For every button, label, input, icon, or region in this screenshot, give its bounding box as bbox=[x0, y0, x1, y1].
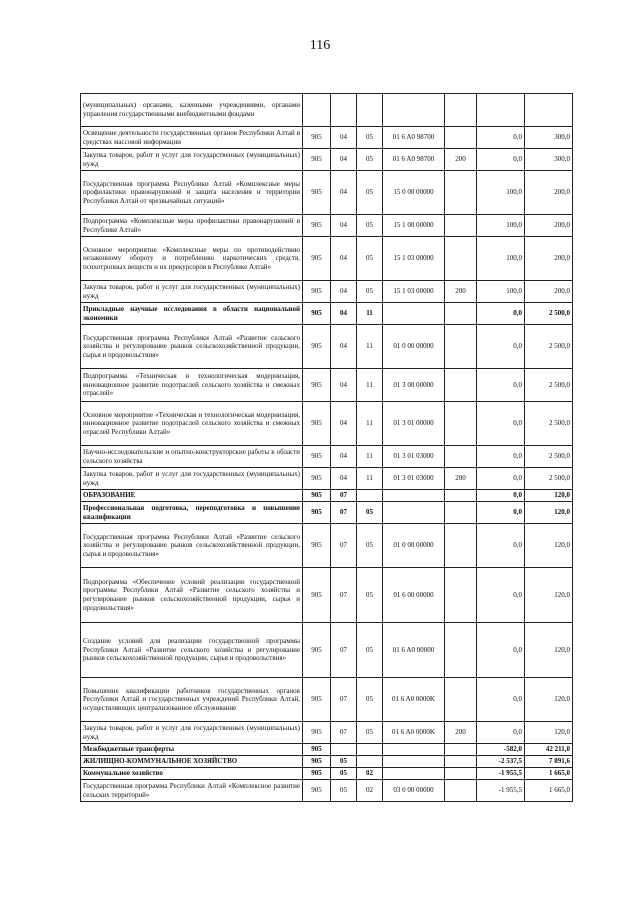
row-section: 07 bbox=[331, 722, 357, 744]
row-amount-change: 0,0 bbox=[477, 149, 525, 171]
row-amount-total: 2 500,0 bbox=[525, 468, 573, 490]
row-amount-change: 0,0 bbox=[477, 127, 525, 149]
row-section: 04 bbox=[331, 215, 357, 237]
row-section: 04 bbox=[331, 237, 357, 281]
row-subsection: 05 bbox=[357, 127, 383, 149]
row-expense-type bbox=[445, 446, 477, 468]
table-row bbox=[81, 237, 573, 281]
row-section: 07 bbox=[331, 524, 357, 568]
row-target-article: 01 3 01 00000 bbox=[383, 402, 445, 446]
row-amount-change: 0,0 bbox=[477, 303, 525, 325]
table-row bbox=[81, 446, 573, 468]
row-subsection: 05 bbox=[357, 281, 383, 303]
table-row bbox=[81, 524, 573, 568]
row-expense-type bbox=[445, 325, 477, 369]
row-expense-type: 200 bbox=[445, 149, 477, 171]
row-target-article: 01 6 A0 0000K bbox=[383, 722, 445, 744]
row-expense-type bbox=[445, 780, 477, 802]
table-row bbox=[81, 127, 573, 149]
row-name: Повышение квалификации работников государственных органов Республики Алтай и государственных учреждений Республики Алтай, осуществляющих централизованное обслуживание bbox=[81, 678, 303, 722]
row-amount-change: 100,0 bbox=[477, 237, 525, 281]
table-row bbox=[81, 768, 573, 780]
row-amount-total: 300,0 bbox=[525, 149, 573, 171]
row-admin-code: 905 bbox=[303, 446, 331, 468]
row-amount-change: 0,0 bbox=[477, 722, 525, 744]
row-amount-total: 120,0 bbox=[525, 490, 573, 502]
row-expense-type bbox=[445, 237, 477, 281]
row-section: 04 bbox=[331, 171, 357, 215]
row-admin-code: 905 bbox=[303, 768, 331, 780]
row-admin-code bbox=[303, 94, 331, 127]
row-admin-code: 905 bbox=[303, 678, 331, 722]
table-row bbox=[81, 678, 573, 722]
row-target-article: 01 3 01 03000 bbox=[383, 468, 445, 490]
row-section bbox=[331, 744, 357, 756]
row-subsection: 05 bbox=[357, 623, 383, 678]
row-admin-code: 905 bbox=[303, 780, 331, 802]
row-name: Государственная программа Республики Алтай «Комплексное развитие сельских территорий» bbox=[81, 780, 303, 802]
row-target-article: 01 0 00 00000 bbox=[383, 325, 445, 369]
row-subsection bbox=[357, 756, 383, 768]
table-row bbox=[81, 568, 573, 623]
row-amount-change: 0,0 bbox=[477, 446, 525, 468]
row-amount-total: 300,0 bbox=[525, 127, 573, 149]
row-subsection: 05 bbox=[357, 568, 383, 623]
row-subsection: 05 bbox=[357, 171, 383, 215]
row-amount-total: 2 500,0 bbox=[525, 402, 573, 446]
row-admin-code: 905 bbox=[303, 325, 331, 369]
row-amount-total: 200,0 bbox=[525, 171, 573, 215]
row-amount-change: 100,0 bbox=[477, 171, 525, 215]
row-admin-code: 905 bbox=[303, 215, 331, 237]
row-target-article: 01 6 00 00000 bbox=[383, 568, 445, 623]
row-expense-type bbox=[445, 744, 477, 756]
row-target-article: 01 3 01 03000 bbox=[383, 446, 445, 468]
row-admin-code: 905 bbox=[303, 468, 331, 490]
row-target-article bbox=[383, 744, 445, 756]
table-row bbox=[81, 623, 573, 678]
row-amount-total: 120,0 bbox=[525, 524, 573, 568]
row-expense-type bbox=[445, 756, 477, 768]
row-amount-total bbox=[525, 94, 573, 127]
row-section: 04 bbox=[331, 468, 357, 490]
row-name: Закупка товаров, работ и услуг для государственных (муниципальных) нужд bbox=[81, 722, 303, 744]
row-target-article: 01 6 A0 00000 bbox=[383, 623, 445, 678]
row-expense-type bbox=[445, 524, 477, 568]
row-subsection: 02 bbox=[357, 768, 383, 780]
row-name: Государственная программа Республики Алтай «Развитие сельского хозяйства и регулирование рынков сельскохозяйственной продукции, сырья и продовольствия» bbox=[81, 325, 303, 369]
row-subsection bbox=[357, 94, 383, 127]
row-subsection: 05 bbox=[357, 502, 383, 524]
row-amount-total: 120,0 bbox=[525, 568, 573, 623]
row-subsection: 05 bbox=[357, 237, 383, 281]
row-target-article: 15 1 00 00000 bbox=[383, 215, 445, 237]
row-expense-type bbox=[445, 678, 477, 722]
budget-table-body bbox=[81, 94, 573, 802]
row-section: 05 bbox=[331, 780, 357, 802]
row-subsection bbox=[357, 490, 383, 502]
row-amount-change: 0,0 bbox=[477, 678, 525, 722]
table-row bbox=[81, 756, 573, 768]
row-section: 07 bbox=[331, 502, 357, 524]
table-row bbox=[81, 744, 573, 756]
row-amount-total: 7 891,6 bbox=[525, 756, 573, 768]
row-name: Закупка товаров, работ и услуг для государственных (муниципальных) нужд bbox=[81, 281, 303, 303]
row-amount-total: 120,0 bbox=[525, 623, 573, 678]
row-admin-code: 905 bbox=[303, 568, 331, 623]
row-target-article: 01 6 A0 98700 bbox=[383, 127, 445, 149]
row-amount-total: 2 500,0 bbox=[525, 446, 573, 468]
row-section: 04 bbox=[331, 149, 357, 171]
row-admin-code: 905 bbox=[303, 281, 331, 303]
row-target-article bbox=[383, 303, 445, 325]
row-amount-change: -2 537,5 bbox=[477, 756, 525, 768]
row-target-article: 15 1 03 00000 bbox=[383, 237, 445, 281]
row-amount-change: 0,0 bbox=[477, 325, 525, 369]
table-row bbox=[81, 780, 573, 802]
row-subsection: 11 bbox=[357, 446, 383, 468]
row-expense-type bbox=[445, 215, 477, 237]
row-section bbox=[331, 94, 357, 127]
row-name: Основное мероприятие «Техническая и технологическая модернизация, инновационное развитие подотраслей сельского хозяйства и смежных отраслей Республики Алтай» bbox=[81, 402, 303, 446]
row-section: 07 bbox=[331, 490, 357, 502]
row-expense-type bbox=[445, 127, 477, 149]
row-admin-code: 905 bbox=[303, 524, 331, 568]
row-name: Освещение деятельности государственных органов Республики Алтай в средствах массовой информации bbox=[81, 127, 303, 149]
row-expense-type bbox=[445, 94, 477, 127]
row-amount-total: 1 665,0 bbox=[525, 768, 573, 780]
row-section: 04 bbox=[331, 402, 357, 446]
table-row bbox=[81, 303, 573, 325]
row-name: Закупка товаров, работ и услуг для государственных (муниципальных) нужд bbox=[81, 468, 303, 490]
row-name: Закупка товаров, работ и услуг для государственных (муниципальных) нужд bbox=[81, 149, 303, 171]
row-target-article: 15 1 03 00000 bbox=[383, 281, 445, 303]
table-row bbox=[81, 402, 573, 446]
row-amount-change: 0,0 bbox=[477, 623, 525, 678]
row-name: Государственная программа Республики Алтай «Комплексные меры профилактики правонарушений и защита населения и территории Республики Алтай от чрезвычайных ситуаций» bbox=[81, 171, 303, 215]
row-subsection: 05 bbox=[357, 722, 383, 744]
row-admin-code: 905 bbox=[303, 303, 331, 325]
row-expense-type bbox=[445, 402, 477, 446]
row-amount-total: 120,0 bbox=[525, 502, 573, 524]
row-admin-code: 905 bbox=[303, 756, 331, 768]
row-amount-change: 0,0 bbox=[477, 524, 525, 568]
row-expense-type bbox=[445, 502, 477, 524]
row-amount-total: 200,0 bbox=[525, 215, 573, 237]
row-amount-total: 200,0 bbox=[525, 237, 573, 281]
row-subsection: 02 bbox=[357, 780, 383, 802]
row-expense-type bbox=[445, 568, 477, 623]
row-name: Прикладные научные исследования в области национальной экономики bbox=[81, 303, 303, 325]
row-admin-code: 905 bbox=[303, 237, 331, 281]
table-row bbox=[81, 722, 573, 744]
table-row bbox=[81, 325, 573, 369]
row-target-article: 01 0 00 00000 bbox=[383, 524, 445, 568]
page-number: 116 bbox=[309, 38, 331, 53]
table-row bbox=[81, 171, 573, 215]
row-section: 04 bbox=[331, 325, 357, 369]
row-expense-type bbox=[445, 303, 477, 325]
row-amount-total: 2 500,0 bbox=[525, 325, 573, 369]
row-amount-change: -1 955,5 bbox=[477, 780, 525, 802]
row-expense-type bbox=[445, 369, 477, 402]
row-expense-type bbox=[445, 490, 477, 502]
row-amount-change: 0,0 bbox=[477, 402, 525, 446]
row-admin-code: 905 bbox=[303, 171, 331, 215]
row-name: Межбюджетные трансферты bbox=[81, 744, 303, 756]
row-admin-code: 905 bbox=[303, 722, 331, 744]
table-row bbox=[81, 490, 573, 502]
row-amount-change: 100,0 bbox=[477, 281, 525, 303]
row-target-article: 01 3 00 00000 bbox=[383, 369, 445, 402]
row-name: Профессиональная подготовка, переподготовка и повышение квалификации bbox=[81, 502, 303, 524]
table-row bbox=[81, 281, 573, 303]
row-target-article: 15 0 00 00000 bbox=[383, 171, 445, 215]
row-expense-type bbox=[445, 623, 477, 678]
row-name: Подпрограмма «Обеспечение условий реализации государственной программы Республики Алтай «Развитие сельского хозяйства и регулирование рынков сельскохозяйственной продукции, сырья и продовольствия» bbox=[81, 568, 303, 623]
row-expense-type bbox=[445, 768, 477, 780]
row-target-article: 01 6 A0 0000K bbox=[383, 678, 445, 722]
row-admin-code: 905 bbox=[303, 402, 331, 446]
row-name: Подпрограмма «Техническая и технологическая модернизация, инновационное развитие подотраслей сельского хозяйства и смежных отраслей» bbox=[81, 369, 303, 402]
row-target-article bbox=[383, 490, 445, 502]
row-expense-type: 200 bbox=[445, 468, 477, 490]
table-row bbox=[81, 149, 573, 171]
row-subsection: 11 bbox=[357, 303, 383, 325]
row-target-article bbox=[383, 756, 445, 768]
row-name: Государственная программа Республики Алтай «Развитие сельского хозяйства и регулирование рынков сельскохозяйственной продукции, сырья и продовольствия» bbox=[81, 524, 303, 568]
row-amount-total: 120,0 bbox=[525, 678, 573, 722]
row-amount-change: 0,0 bbox=[477, 502, 525, 524]
row-amount-change: -1 955,5 bbox=[477, 768, 525, 780]
row-section: 05 bbox=[331, 768, 357, 780]
row-target-article: 01 6 A0 98700 bbox=[383, 149, 445, 171]
row-subsection bbox=[357, 744, 383, 756]
table-row bbox=[81, 94, 573, 127]
row-amount-change: 0,0 bbox=[477, 490, 525, 502]
table-row bbox=[81, 215, 573, 237]
row-subsection: 05 bbox=[357, 678, 383, 722]
row-amount-total: 1 665,0 bbox=[525, 780, 573, 802]
row-admin-code: 905 bbox=[303, 744, 331, 756]
row-target-article bbox=[383, 94, 445, 127]
row-section: 07 bbox=[331, 568, 357, 623]
row-target-article bbox=[383, 502, 445, 524]
row-name: Научно-исследовательские и опытно-конструкторские работы в области сельского хозяйства bbox=[81, 446, 303, 468]
row-name: Создание условий для реализации государственной программы Республики Алтай «Развитие сельского хозяйства и регулирование рынков сельскохозяйственной продукции, сырья и продовольствия» bbox=[81, 623, 303, 678]
row-expense-type bbox=[445, 171, 477, 215]
row-target-article bbox=[383, 768, 445, 780]
row-section: 04 bbox=[331, 281, 357, 303]
row-amount-change: -582,0 bbox=[477, 744, 525, 756]
row-amount-change: 0,0 bbox=[477, 568, 525, 623]
row-subsection: 05 bbox=[357, 524, 383, 568]
row-subsection: 11 bbox=[357, 369, 383, 402]
row-subsection: 05 bbox=[357, 149, 383, 171]
row-section: 05 bbox=[331, 756, 357, 768]
row-section: 04 bbox=[331, 446, 357, 468]
row-name: Подпрограмма «Комплексные меры профилактики правонарушений в Республике Алтай» bbox=[81, 215, 303, 237]
row-subsection: 11 bbox=[357, 468, 383, 490]
row-section: 07 bbox=[331, 623, 357, 678]
row-amount-change: 100,0 bbox=[477, 215, 525, 237]
row-subsection: 11 bbox=[357, 402, 383, 446]
table-row bbox=[81, 502, 573, 524]
row-name: (муниципальных) органами, казенными учреждениями, органами управления государственными внебюджетными фондами bbox=[81, 94, 303, 127]
row-name: ОБРАЗОВАНИЕ bbox=[81, 490, 303, 502]
row-admin-code: 905 bbox=[303, 127, 331, 149]
row-target-article: 03 0 00 00000 bbox=[383, 780, 445, 802]
row-name: Коммунальное хозяйство bbox=[81, 768, 303, 780]
row-amount-change bbox=[477, 94, 525, 127]
row-section: 04 bbox=[331, 303, 357, 325]
row-amount-change: 0,0 bbox=[477, 468, 525, 490]
row-expense-type: 200 bbox=[445, 722, 477, 744]
row-name: Основное мероприятие «Комплексные меры по противодействию незаконному обороту и потреблению наркотических средств, психотропных веществ и их прекурсоров в Республике Алтай» bbox=[81, 237, 303, 281]
row-section: 07 bbox=[331, 678, 357, 722]
row-admin-code: 905 bbox=[303, 623, 331, 678]
row-amount-change: 0,0 bbox=[477, 369, 525, 402]
row-amount-total: 42 211,0 bbox=[525, 744, 573, 756]
row-section: 04 bbox=[331, 127, 357, 149]
row-section: 04 bbox=[331, 369, 357, 402]
row-admin-code: 905 bbox=[303, 369, 331, 402]
budget-table bbox=[80, 93, 573, 802]
table-row bbox=[81, 369, 573, 402]
row-subsection: 11 bbox=[357, 325, 383, 369]
row-admin-code: 905 bbox=[303, 490, 331, 502]
row-name: ЖИЛИЩНО-КОММУНАЛЬНОЕ ХОЗЯЙСТВО bbox=[81, 756, 303, 768]
row-subsection: 05 bbox=[357, 215, 383, 237]
row-amount-total: 120,0 bbox=[525, 722, 573, 744]
row-admin-code: 905 bbox=[303, 502, 331, 524]
table-row bbox=[81, 468, 573, 490]
row-admin-code: 905 bbox=[303, 149, 331, 171]
row-expense-type: 200 bbox=[445, 281, 477, 303]
row-amount-total: 200,0 bbox=[525, 281, 573, 303]
row-amount-total: 2 500,0 bbox=[525, 303, 573, 325]
row-amount-total: 2 500,0 bbox=[525, 369, 573, 402]
